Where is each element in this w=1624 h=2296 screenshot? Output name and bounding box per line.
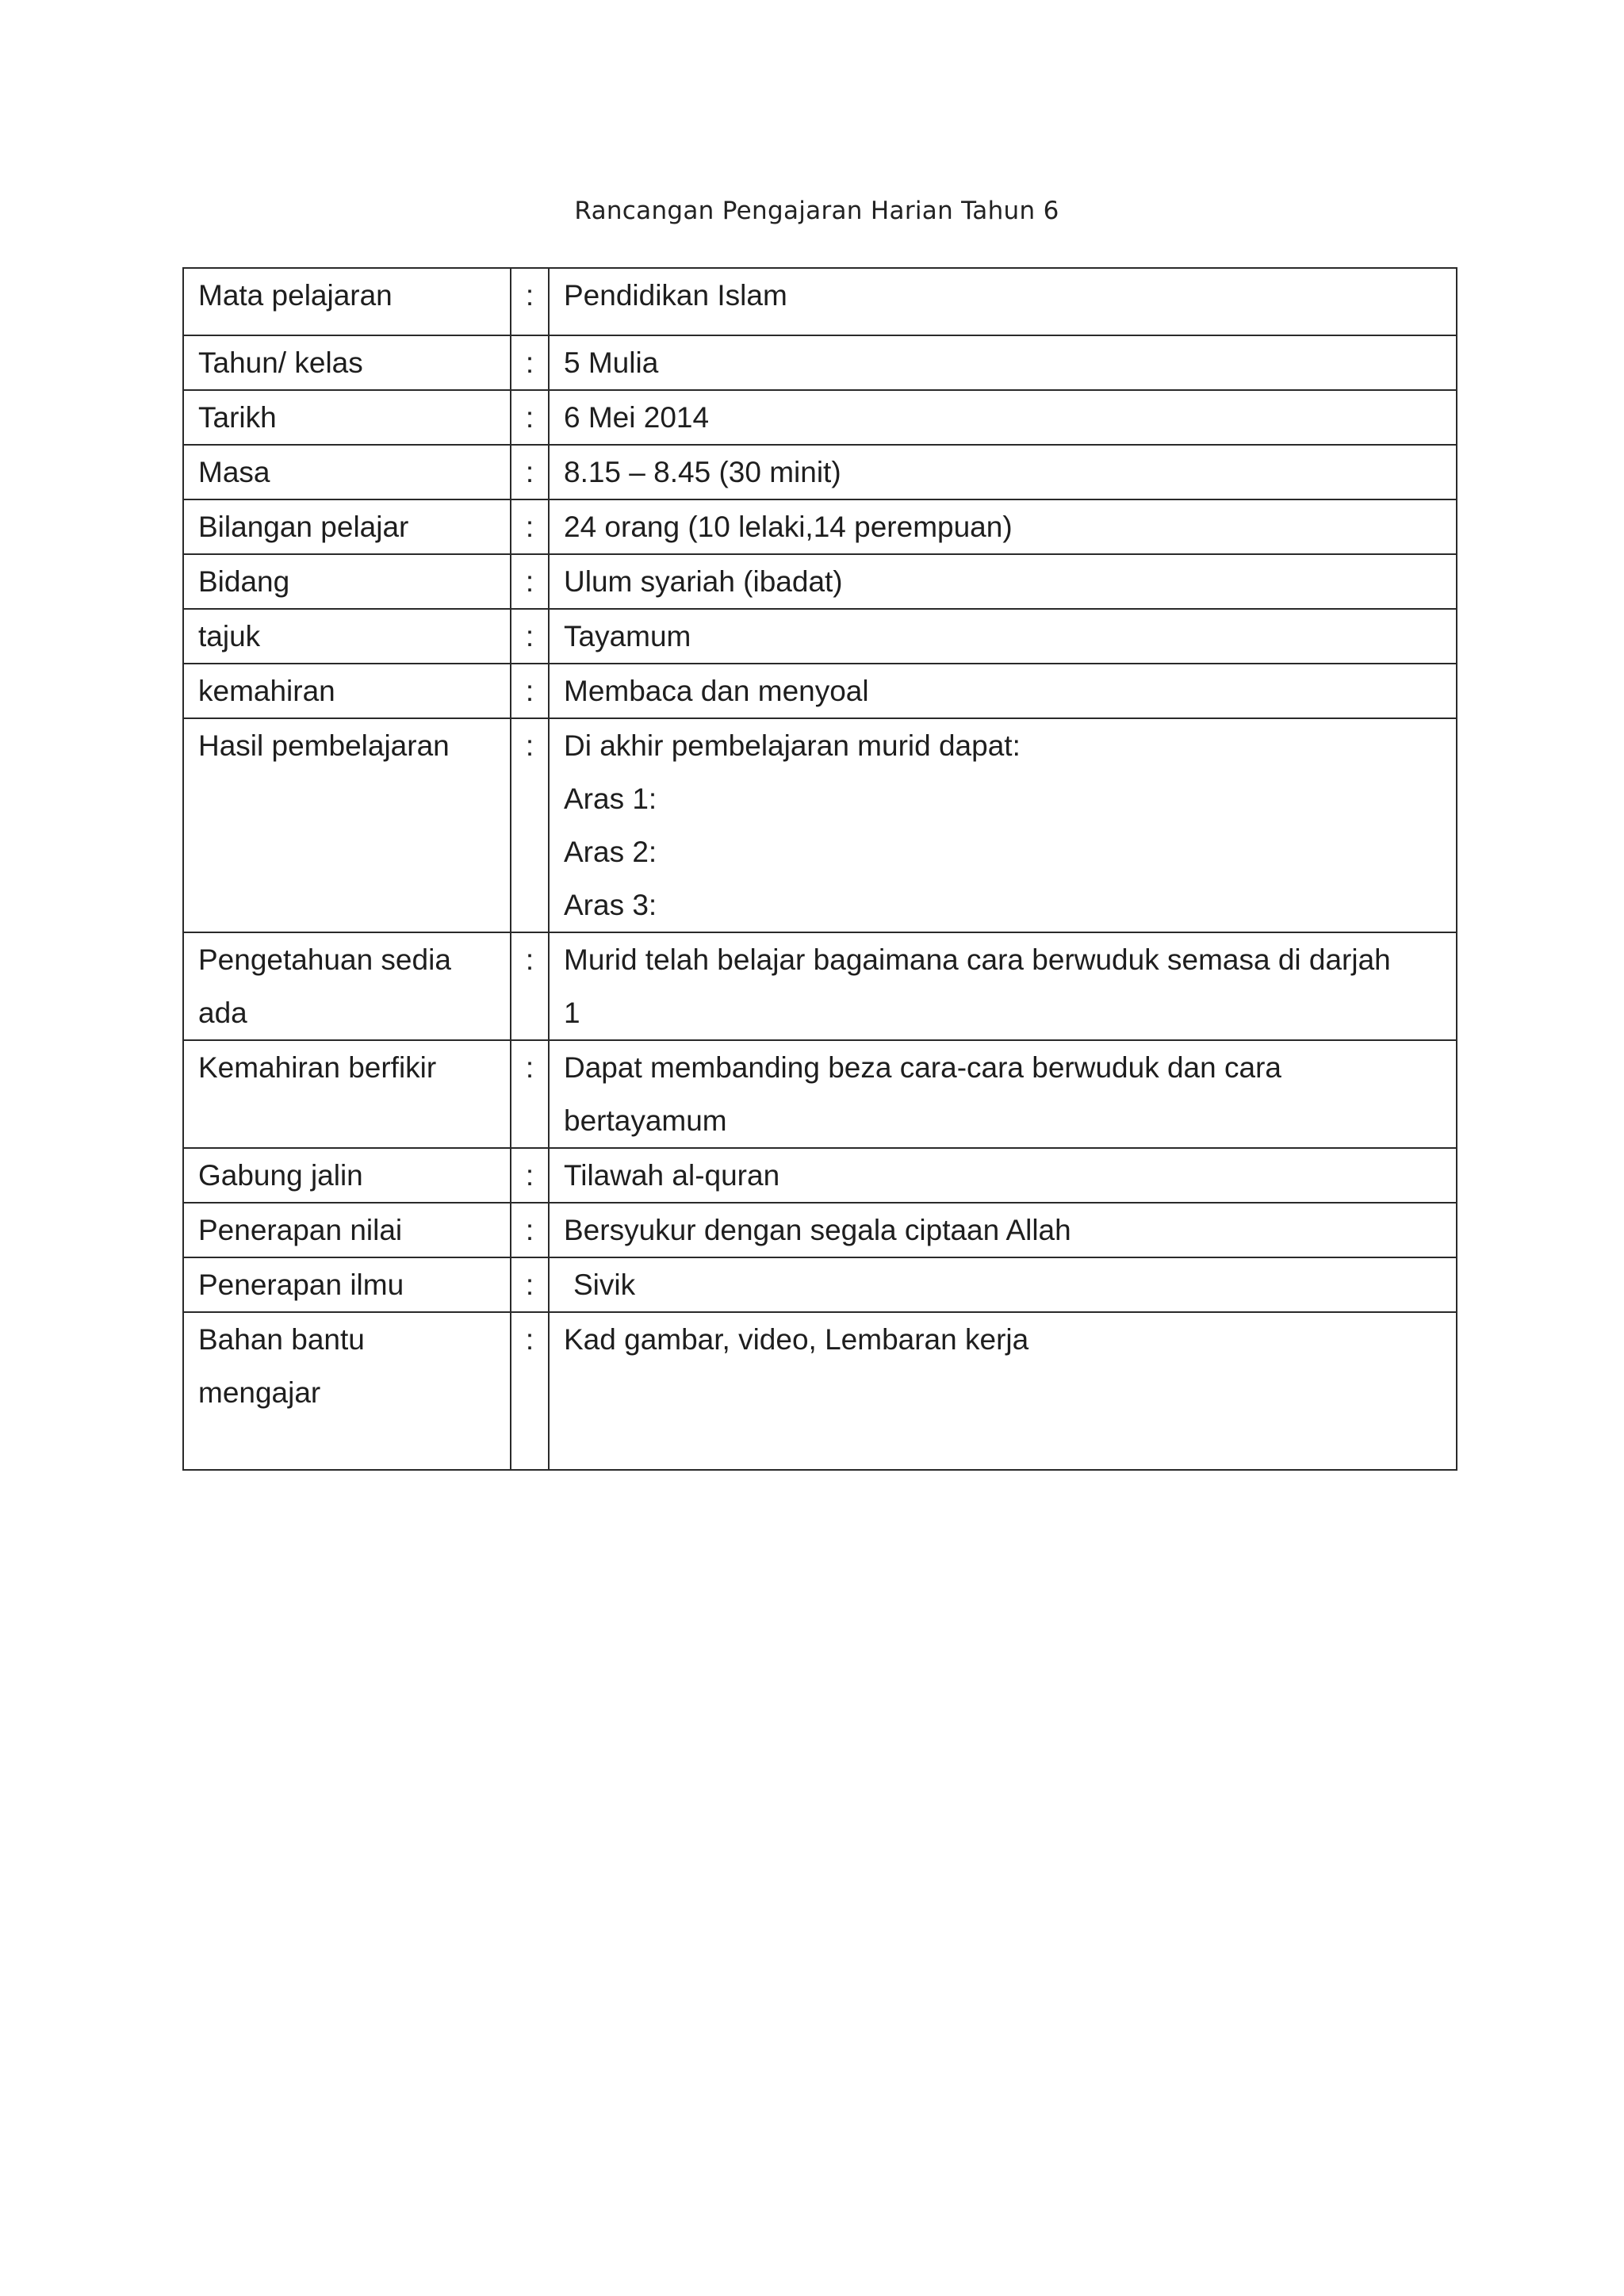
row-separator: : [511, 268, 549, 335]
row-label: Penerapan nilai [183, 1203, 511, 1257]
row-value: Kad gambar, video, Lembaran kerja [549, 1312, 1457, 1470]
row-separator: : [511, 932, 549, 1040]
table-row [183, 1257, 1457, 1312]
table-row [183, 718, 1457, 932]
row-value: Tilawah al-quran [549, 1148, 1457, 1203]
row-label: Penerapan ilmu [183, 1257, 511, 1312]
row-separator: : [511, 1203, 549, 1257]
row-value: Membaca dan menyoal [549, 664, 1457, 718]
row-value-line: Murid telah belajar bagaimana cara berwuduk semasa di darjah [564, 943, 1391, 976]
row-value [549, 1257, 1457, 1312]
row-separator: : [511, 445, 549, 499]
row-label: Tahun/ kelas [183, 335, 511, 390]
row-label-line: Bahan bantu [198, 1323, 365, 1356]
row-value [549, 718, 1457, 932]
row-separator: : [511, 1312, 549, 1470]
row-label: Hasil pembelajaran [183, 718, 511, 932]
row-value-line: Aras 2: [564, 836, 657, 868]
row-separator: : [511, 499, 549, 554]
row-label [183, 932, 511, 1040]
row-value-text: Sivik [573, 1269, 636, 1301]
row-label: Kemahiran berfikir [183, 1040, 511, 1148]
table-row [183, 335, 1457, 390]
row-value: 5 Mulia [549, 335, 1457, 390]
table-row [183, 1040, 1457, 1148]
row-value: Pendidikan Islam [549, 268, 1457, 335]
row-separator: : [511, 718, 549, 932]
row-label-line: ada [198, 997, 247, 1029]
row-value-line: Aras 3: [564, 889, 657, 921]
table-row [183, 664, 1457, 718]
row-value [549, 1040, 1457, 1148]
table-row [183, 609, 1457, 664]
table-row [183, 390, 1457, 445]
row-value-line: 1 [564, 997, 580, 1029]
page-title: Rancangan Pengajaran Harian Tahun 6 [574, 197, 1059, 225]
row-label-line: Pengetahuan sedia [198, 943, 451, 976]
table-row [183, 1203, 1457, 1257]
row-value-line: Aras 1: [564, 783, 657, 815]
row-label: Tarikh [183, 390, 511, 445]
table-row [183, 932, 1457, 1040]
row-label: Masa [183, 445, 511, 499]
row-value-line: bertayamum [564, 1104, 727, 1137]
row-value-line: Dapat membanding beza cara-cara berwuduk dan cara [564, 1051, 1281, 1084]
table-row [183, 1312, 1457, 1470]
row-label: Gabung jalin [183, 1148, 511, 1203]
row-separator: : [511, 390, 549, 445]
table-row [183, 499, 1457, 554]
row-separator: : [511, 335, 549, 390]
lesson-plan-table [182, 267, 1457, 1471]
row-label-line: mengajar [198, 1376, 321, 1409]
row-value [549, 932, 1457, 1040]
row-separator: : [511, 1040, 549, 1148]
row-value: Ulum syariah (ibadat) [549, 554, 1457, 609]
row-value: Tayamum [549, 609, 1457, 664]
row-separator: : [511, 1257, 549, 1312]
row-label [183, 1312, 511, 1470]
row-value-line: Di akhir pembelajaran murid dapat: [564, 729, 1021, 762]
table-row [183, 445, 1457, 499]
table-row [183, 554, 1457, 609]
row-value: 24 orang (10 lelaki,14 perempuan) [549, 499, 1457, 554]
row-separator: : [511, 609, 549, 664]
row-value: Bersyukur dengan segala ciptaan Allah [549, 1203, 1457, 1257]
row-value: 6 Mei 2014 [549, 390, 1457, 445]
row-label: Mata pelajaran [183, 268, 511, 335]
row-separator: : [511, 664, 549, 718]
table-row [183, 268, 1457, 335]
row-label: kemahiran [183, 664, 511, 718]
row-label: Bidang [183, 554, 511, 609]
row-value: 8.15 – 8.45 (30 minit) [549, 445, 1457, 499]
row-separator: : [511, 554, 549, 609]
table-row [183, 1148, 1457, 1203]
row-label: tajuk [183, 609, 511, 664]
row-separator: : [511, 1148, 549, 1203]
row-label: Bilangan pelajar [183, 499, 511, 554]
